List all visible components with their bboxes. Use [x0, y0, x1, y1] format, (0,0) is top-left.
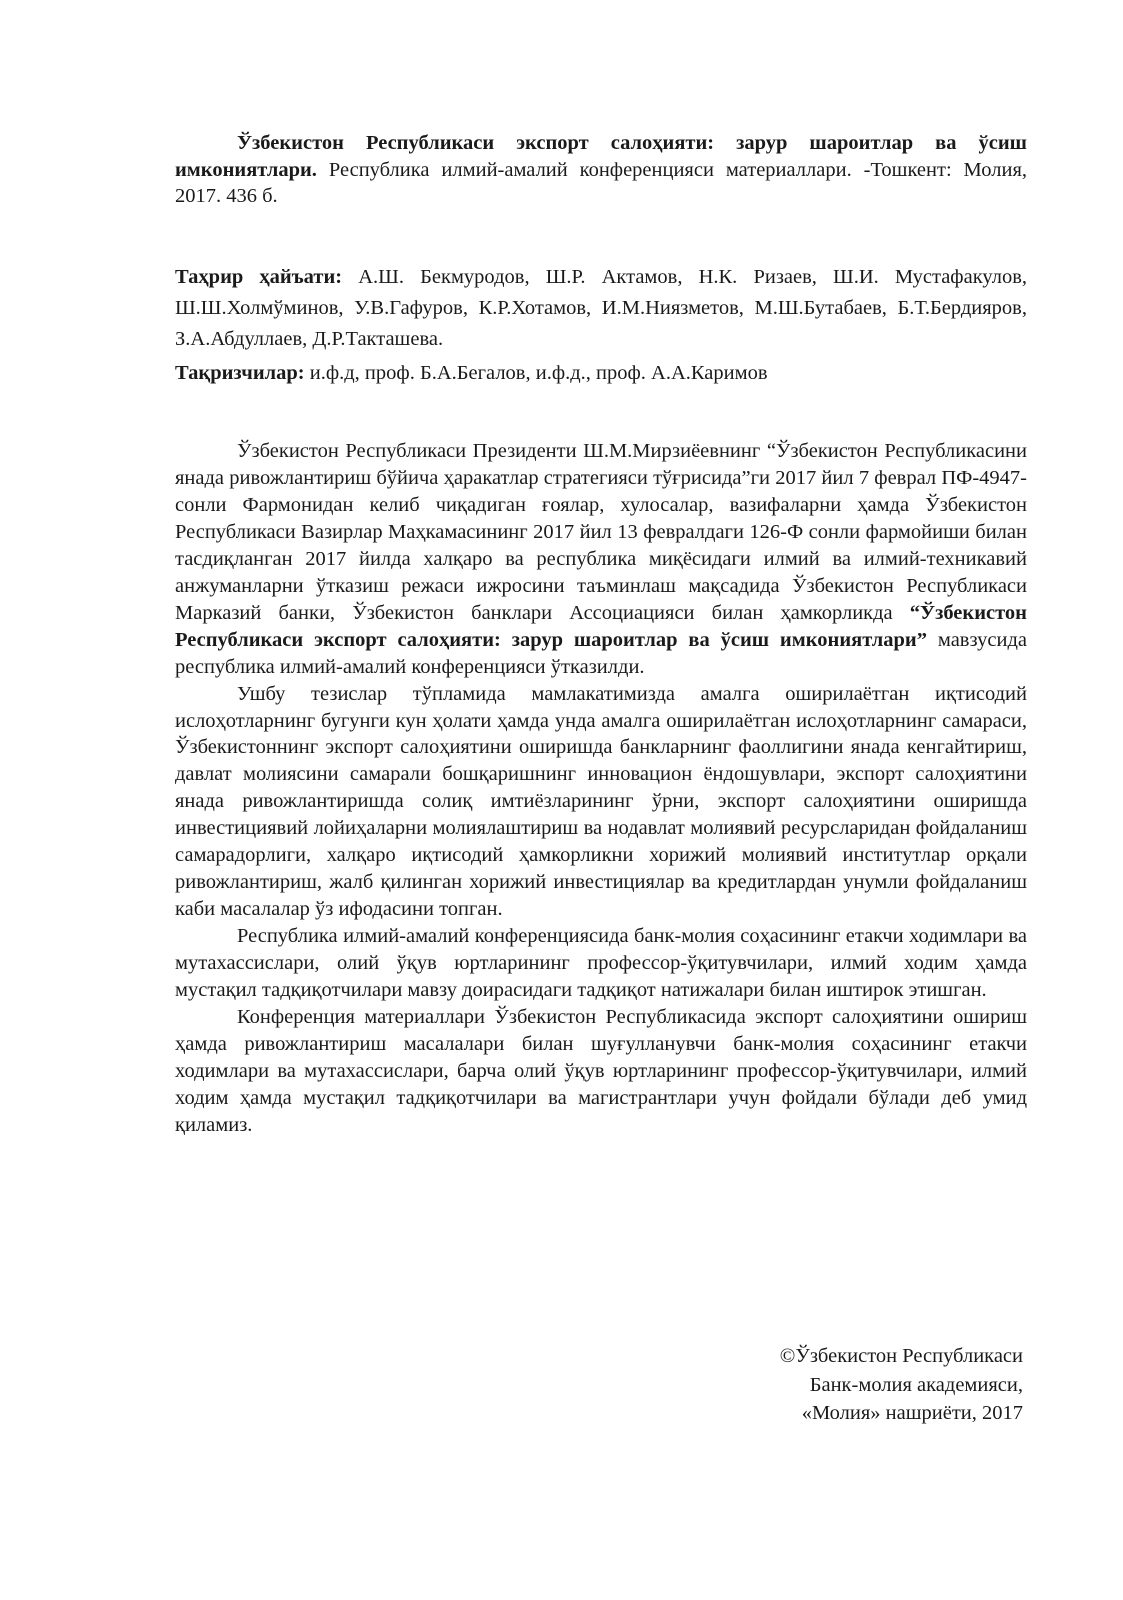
paragraph-1: [175, 438, 1027, 681]
paragraph-2: Ушбу тезислар тўпламида мамлакатимизда амалга оширилаётган иқтисодий ислоҳотларнинг бугунги кун ҳолати ҳамда унда амалга оширилаётган ислоҳотларнинг самараси, Ўзбекистоннинг экспорт салоҳиятини оширишда банкларнинг фаоллигини янада кенгайтириш, давлат молиясини самарали бошқаришнинг инновацион ёндошувлари, экспорт салоҳиятини янада ривожлантиришда солиқ имтиёзларининг ўрни, экспорт салоҳиятини оширишда инвестициявий лойиҳаларни молиялаштириш ва нодавлат молиявий ресурсларидан фойдаланиш самарадорлиги, халқаро иқтисодий ҳамкорликни хорижий молиявий институтлар орқали ривожлантириш, жалб қилинган хорижий инвестициялар ва кредитлардан унумли фойдаланиш каби масалалар ўз ифодасини топган.: [175, 682, 1027, 921]
copyright-line-3: «Молия» нашриёти, 2017: [801, 1402, 1023, 1425]
copyright-block: [780, 1342, 1023, 1428]
copyright-line-1: ©Ўзбекистон Республикаси: [779, 1345, 1023, 1367]
editorial-board-names: А.Ш. Бекмуродов, Ш.Р. Актамов, Н.К. Ризаев, Ш.И. Мустафакулов, Ш.Ш.Холмўминов, У.В.Гафуров, К.Р.Хотамов, И.М.Ниязметов, М.Ш.Бутабаев, Б.Т.Бердияров, З.А.Абдуллаев, Д.Р.Такташева.: [175, 266, 1027, 351]
conference-title: “Ўзбекистон Республикаси экспорт салоҳияти: зарур шароитлар ва ўсиш имкониятлари”: [175, 601, 1027, 651]
editorial-board-label: Таҳрир ҳайъати:: [175, 266, 343, 288]
reviewers: [175, 360, 1027, 387]
paragraph-1-text: Ўзбекистон Республикаси Президенти Ш.М.Мирзиёевнинг “Ўзбекистон Республикасини янада ривожлантириш бўйича ҳаракатлар стратегияси тўғрисида”ги 2017 йил 7 феврал ПФ-4947-сонли Фармонидан келиб чиқадиган ғоялар, хулосалар, вазифаларни ҳамда Ўзбекистон Республикаси Вазирлар Маҳкамасининг 2017 йил 13 февралдаги 126-Ф сонли фармойиши билан тасдиқланган 2017 йилда халқаро ва республика миқёсидаги илмий ва илмий-техникавий анжуманларни ўтказиш режаси ижросини таъминлаш мақсадида Ўзбекистон Республикаси Марказий банки, Ўзбекистон банклари Ассоциацияси билан ҳамкорликда: [175, 440, 1027, 624]
reviewers-label: Тақризчилар:: [175, 362, 305, 384]
annotation-text: [175, 438, 1027, 1139]
publication-details: Республика илмий-амалий конференцияси материаллари. -Тошкент: Молия, 2017. 436 б.: [175, 158, 1027, 208]
editorial-board: [175, 262, 1027, 355]
paragraph-1-end: мавзусида республика илмий-амалий конференцияси ўтказилди.: [175, 628, 1027, 678]
bibliographic-entry: [175, 130, 1027, 210]
paragraph-3: Республика илмий-амалий конференциясида банк-молия соҳасининг етакчи ходимлари ва мутахассислари, олий ўқув юртларининг профессор-ўқитувчилари, илмий ходим ҳамда мустақил тадқиқотчилари мавзу доирасидаги тадқиқот натижалари билан иштирок этишган.: [175, 925, 1027, 1002]
book-title: Ўзбекистон Республикаси экспорт салоҳияти: зарур шароитлар ва ўсиш имкониятлари.: [175, 132, 1027, 181]
copyright-line-2: Банк-молия академияси,: [809, 1373, 1023, 1396]
reviewers-names: и.ф.д, проф. Б.А.Бегалов, и.ф.д., проф. А.А.Каримов: [304, 362, 768, 384]
paragraph-4: Конференция материаллари Ўзбекистон Республикасида экспорт салоҳиятини ошириш ҳамда ривожлантириш масалалари билан шуғулланувчи банк-молия соҳасининг етакчи ходимлари ва мутахассислари, барча олий ўқув юртларининг профессор-ўқитувчилари, илмий ходим ҳамда мустақил тадқиқотчилари ва магистрантлари учун фойдали бўлади деб умид қиламиз.: [175, 1006, 1027, 1136]
